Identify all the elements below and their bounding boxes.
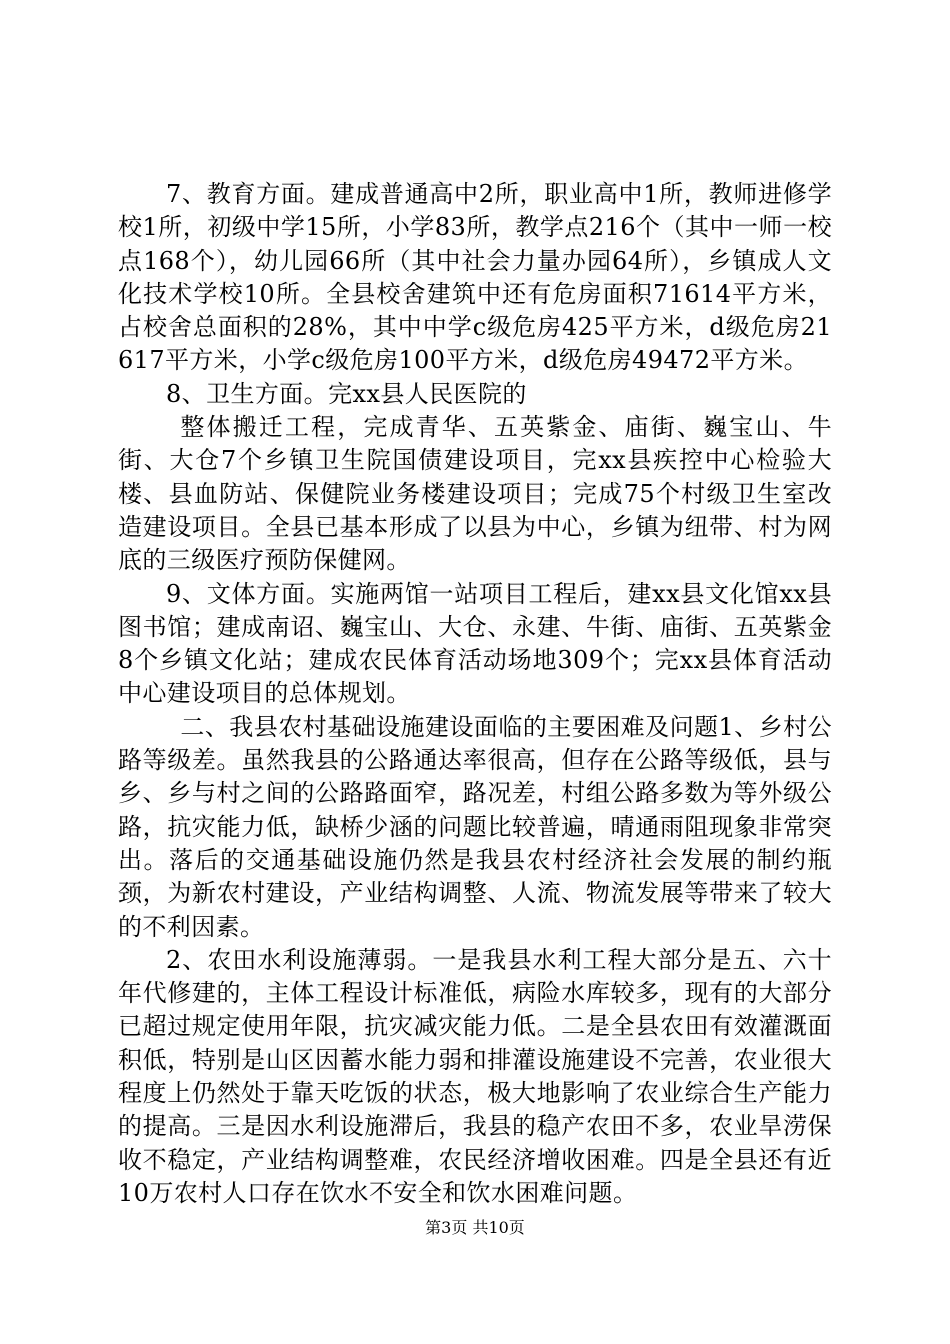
document-body — [118, 178, 832, 1210]
paragraph-education: 7、教育方面。建成普通高中2所，职业高中1所，教师进修学校1所，初级中学15所，小学83所，教学点216个（其中一师一校点168个），幼儿园66所（其中社会力量办园64所），乡镇成人文化技术学校10所。全县校舍建筑中还有危房面积71614平方米，占校舍总面积的28%，其中中学c级危房425平方米，d级危房21617平方米，小学c级危房100平方米，d级危房49472平方米。 — [118, 180, 832, 375]
paragraph-irrigation: 2、农田水利设施薄弱。一是我县水利工程大部分是五、六十年代修建的，主体工程设计标准低，病险水库较多，现有的大部分已超过规定使用年限，抗灾减灾能力低。二是全县农田有效灌溉面积低，特别是山区因蓄水能力弱和排灌设施建设不完善，农业很大程度上仍然处于靠天吃饭的状态，极大地影响了农业综合生产能力的提高。三是因水利设施滞后，我县的稳产农田不多，农业旱涝保收不稳定，产业结构调整难，农民经济增收困难。四是全县还有近10万农村人口存在饮水不安全和饮水困难问题。 — [118, 945, 832, 1207]
paragraph-culture-sports: 9、文体方面。实施两馆一站项目工程后，建xx县文化馆xx县图书馆；建成南诏、巍宝山、大仓、永建、牛街、庙街、五英紫金8个乡镇文化站；建成农民体育活动场地309个；完xx县体育活动中心建设项目的总体规划。 — [118, 579, 832, 708]
paragraph-difficulties-roads: 二、我县农村基础设施建设面临的主要困难及问题1、乡村公路等级差。虽然我县的公路通达率很高，但存在公路等级低，县与乡、乡与村之间的公路路面窄，路况差，村组公路多数为等外级公路，抗灾能力低，缺桥少涵的问题比较普遍，晴通雨阻现象非常突出。落后的交通基础设施仍然是我县农村经济社会发展的制约瓶颈，为新农村建设，产业结构调整、人流、物流发展等带来了较大的不利因素。 — [118, 712, 832, 941]
paragraph-health-intro: 8、卫生方面。完xx县人民医院的 — [166, 379, 527, 408]
page-footer: 第3页 共10页 — [425, 1218, 525, 1237]
paragraph-health: 整体搬迁工程，完成青华、五英紫金、庙街、巍宝山、牛街、大仓7个乡镇卫生院国债建设项目，完xx县疾控中心检验大楼、县血防站、保健院业务楼建设项目；完成75个村级卫生室改造建设项目。全县已基本形成了以县为中心，乡镇为纽带、村为网底的三级医疗预防保健网。 — [118, 413, 832, 575]
